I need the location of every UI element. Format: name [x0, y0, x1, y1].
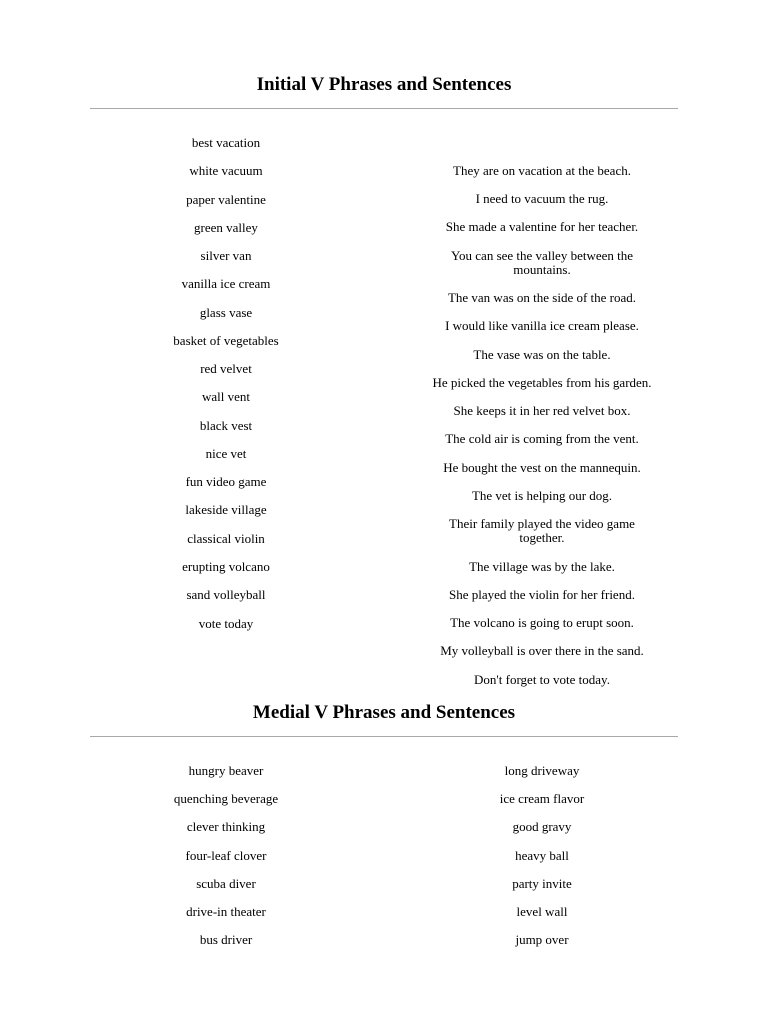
list-item: hungry beaver [188, 763, 264, 778]
list-item: My volleyball is over there in the sand. [440, 643, 644, 658]
medial-section-title: Medial V Phrases and Sentences [252, 702, 516, 723]
list-item: I would like vanilla ice cream please. [445, 318, 639, 333]
list-item: heavy ball [515, 848, 569, 863]
list-item: The vet is helping our dog. [471, 488, 613, 503]
list-item: He bought the vest on the mannequin. [443, 460, 641, 475]
list-item: nice vet [205, 446, 247, 461]
list-item: quenching beverage [173, 791, 279, 806]
list-item: best vacation [191, 135, 261, 150]
list-item: She keeps it in her red velvet box. [453, 403, 631, 418]
list-item: jump over [515, 932, 569, 947]
list-item: The vase was on the table. [473, 347, 611, 362]
list-item: good gravy [512, 819, 572, 834]
list-item: Their family played the video game together. [449, 516, 635, 545]
medial-divider [90, 736, 678, 737]
list-item: The village was by the lake. [469, 559, 615, 574]
list-item: red velvet [200, 361, 252, 376]
list-item: ice cream flavor [499, 791, 585, 806]
list-item: silver van [200, 248, 252, 263]
list-item: white vacuum [189, 163, 263, 178]
list-item: They are on vacation at the beach. [453, 163, 631, 178]
list-item: four-leaf clover [185, 848, 267, 863]
list-item: bus driver [199, 932, 253, 947]
initial-divider [90, 108, 678, 109]
list-item: She played the violin for her friend. [449, 587, 635, 602]
list-item: vanilla ice cream [181, 276, 271, 291]
list-item: lakeside village [185, 502, 267, 517]
list-item: The van was on the side of the road. [447, 290, 637, 305]
list-item: sand volleyball [186, 587, 266, 602]
list-item: level wall [516, 904, 568, 919]
list-item: party invite [512, 876, 572, 891]
list-item: green valley [194, 220, 258, 235]
list-item: classical violin [187, 531, 265, 546]
list-item: Don't forget to vote today. [474, 672, 610, 687]
list-item: The cold air is coming from the vent. [445, 431, 639, 446]
list-item: basket of vegetables [173, 333, 279, 348]
list-item: The volcano is going to erupt soon. [450, 615, 634, 630]
list-item: You can see the valley between the mountains. [450, 248, 634, 277]
list-item: He picked the vegetables from his garden. [432, 375, 652, 390]
list-item: wall vent [201, 389, 250, 404]
list-item: fun video game [185, 474, 267, 489]
list-item: drive-in theater [186, 904, 266, 919]
list-item: I need to vacuum the rug. [475, 191, 609, 206]
list-item: She made a valentine for her teacher. [445, 219, 639, 234]
initial-section-title: Initial V Phrases and Sentences [256, 74, 512, 95]
list-item: scuba diver [196, 876, 256, 891]
list-item: vote today [198, 616, 254, 631]
list-item: erupting volcano [182, 559, 270, 574]
list-item: clever thinking [186, 819, 266, 834]
list-item: paper valentine [186, 192, 266, 207]
list-item: black vest [199, 418, 253, 433]
list-item: glass vase [199, 305, 253, 320]
list-item: long driveway [504, 763, 580, 778]
